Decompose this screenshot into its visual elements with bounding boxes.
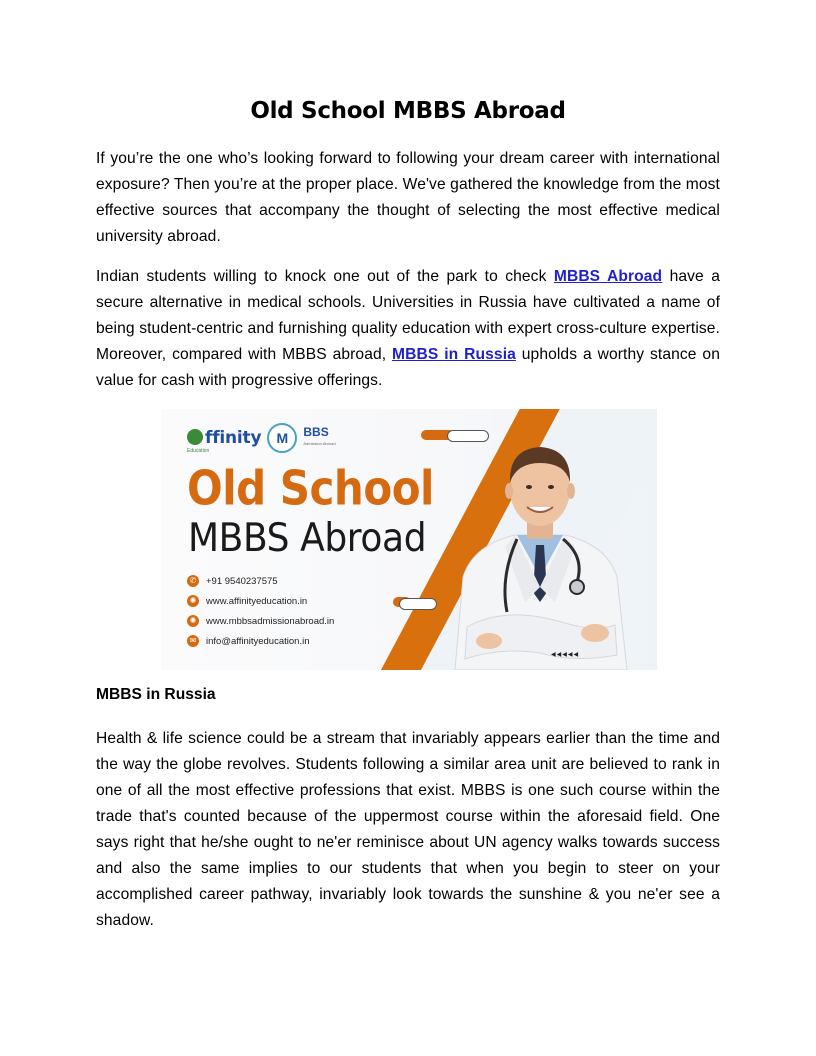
affinity-logo-sub: Education — [187, 448, 210, 454]
graduation-cap-icon — [187, 429, 203, 445]
contact-website — [187, 611, 334, 631]
russia-paragraph — [96, 264, 720, 394]
banner-logos — [187, 423, 336, 453]
contact-website — [187, 591, 334, 611]
decor-pill — [399, 598, 437, 610]
contact-email — [187, 631, 334, 651]
banner-title-line1: Old School — [187, 461, 434, 516]
banner-image — [161, 409, 657, 670]
banner-contact-list — [187, 571, 334, 651]
email-icon: ✉ — [187, 635, 199, 647]
globe-icon: ✺ — [187, 595, 199, 607]
mbbs-logo-mark: M — [267, 423, 297, 453]
globe-icon: ✺ — [187, 615, 199, 627]
intro-paragraph: If you’re the one who’s looking forward to following your dream career with international exposure? Then you’re at the proper place. We've gathered the knowledge from the most effective sources that accompany the thought of selecting the most effective medical university abroad. — [96, 150, 720, 245]
page-title: Old School MBBS Abroad — [250, 98, 566, 124]
contact-text: www.affinityeducation.in — [206, 595, 308, 607]
paragraph-text: upholds a worthy stance on value for cash with progressive offerings. — [96, 346, 720, 389]
phone-icon: ✆ — [187, 575, 199, 587]
decor-dots: ◀◀◀◀◀ — [551, 652, 580, 658]
health-science-paragraph: Health & life science could be a stream that invariably appears earlier than the time and the way the globe revolves. Students following a similar area unit are believed to rank in one of all the most effective professions that exist. MBBS is one such course within the trade that's counted because of the uppermost course within the aforesaid field. One says right that he/she ought to ne'er reminisce about UN agency walks towards success and also the same implies to our students that when you begin to steer on your accomplished career pathway, invariably look towards the sunshine & you ne'er see a shadow. — [96, 730, 720, 929]
contact-text: info@affinityeducation.in — [206, 635, 310, 647]
affinity-logo-text: ffinity — [205, 428, 262, 448]
paragraph-text: have a secure alternative in medical schools. Universities in Russia have cultivated a name of being student-centric and furnishing quality education with expert cross-culture expertise. Moreover, compared with MBBS abroad, — [96, 268, 720, 363]
contact-text: www.mbbsadmissionabroad.in — [206, 615, 335, 627]
banner-title-line2: MBBS Abroad — [188, 516, 427, 562]
doctor-illustration — [445, 427, 635, 670]
paragraph-text: Indian students willing to knock one out of the park to check — [96, 268, 554, 285]
mbbs-abroad-link[interactable]: MBBS Abroad — [553, 268, 663, 285]
affinity-logo — [187, 428, 262, 454]
mbbs-logo-sub: Admission Abroad — [303, 441, 336, 446]
section-heading-mbbs-in-russia: MBBS in Russia — [96, 686, 216, 703]
contact-text: +91 9540237575 — [206, 575, 278, 587]
mbbs-in-russia-link[interactable]: MBBS in Russia — [392, 346, 516, 363]
mbbs-logo — [303, 426, 335, 450]
contact-phone — [187, 571, 334, 591]
mbbs-logo-text: BBS — [303, 425, 329, 439]
